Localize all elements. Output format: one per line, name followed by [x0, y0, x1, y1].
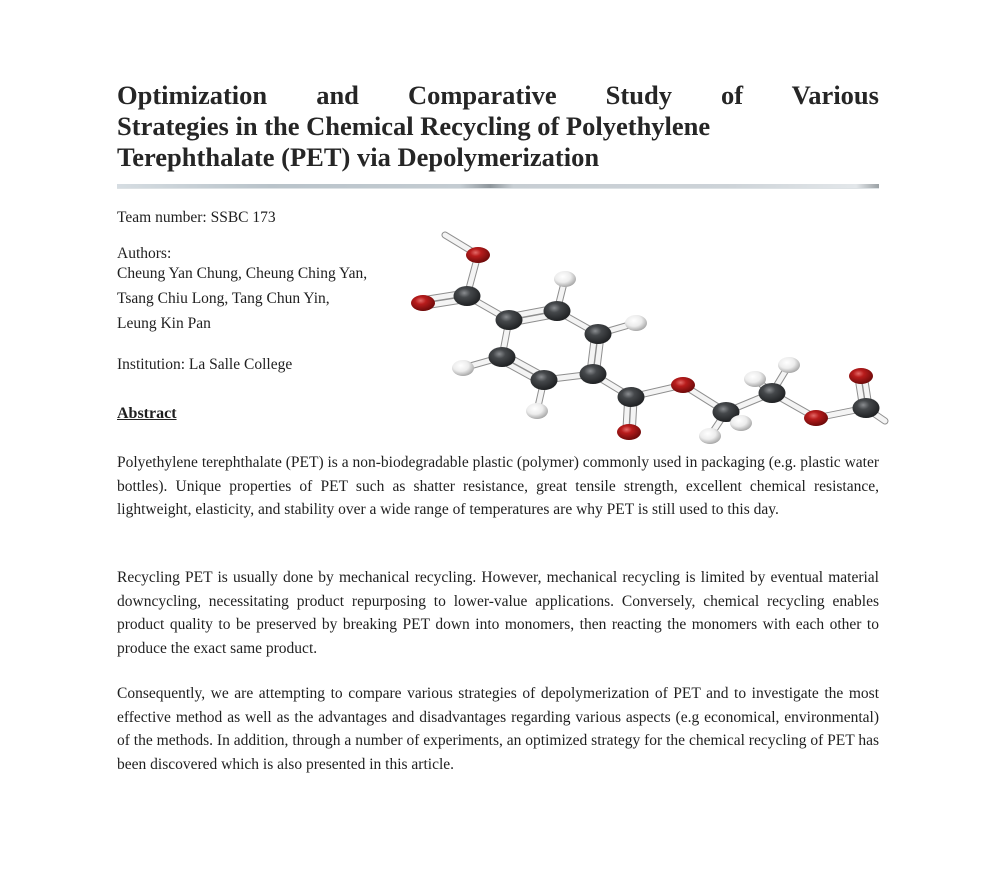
- oxygen-atom: [671, 377, 695, 393]
- carbon-atom: [618, 387, 645, 407]
- hydrogen-atom: [625, 315, 647, 331]
- abstract-paragraph-3: Consequently, we are attempting to compare various strategies of depolymerization of PET and to investigate the most effective method as well as the advantages and disadvantages regarding various aspects (e.g economical, environmental) of the methods. In addition, through a number of experiments, an optimized strategy for the chemical recycling of PET has been discovered which is also presented in this article.: [117, 685, 879, 773]
- oxygen-atom: [466, 247, 490, 263]
- molecule-atoms: [411, 247, 880, 444]
- title-line-1: Optimization and Comparative Study of Various: [117, 80, 879, 110]
- carbon-atom: [853, 398, 880, 418]
- carbon-atom: [531, 370, 558, 390]
- hydrogen-atom: [744, 371, 766, 387]
- title-line-2: Strategies in the Chemical Recycling of Polyethylene: [117, 111, 711, 141]
- carbon-atom: [544, 301, 571, 321]
- title-divider: [117, 184, 879, 189]
- author-line: Cheung Yan Chung, Cheung Ching Yan,: [117, 265, 368, 282]
- institution: Institution: La Salle College: [117, 356, 293, 373]
- hydrogen-atom: [526, 403, 548, 419]
- carbon-atom: [585, 324, 612, 344]
- team-number: Team number: SSBC 173: [117, 209, 276, 226]
- pet-molecule-illustration: [400, 225, 890, 450]
- hydrogen-atom: [554, 271, 576, 287]
- carbon-atom: [759, 383, 786, 403]
- hydrogen-atom: [452, 360, 474, 376]
- title-line-3: Terephthalate (PET) via Depolymerization: [117, 142, 600, 172]
- hydrogen-atom: [699, 428, 721, 444]
- authors-label: Authors:: [117, 245, 172, 262]
- abstract-heading: Abstract: [117, 405, 177, 422]
- abstract-paragraph-1: Polyethylene terephthalate (PET) is a non-biodegradable plastic (polymer) commonly used in packaging (e.g. plastic water bottles). Unique properties of PET such as shatter resistance, great tensile strength, excellent chemical resistance, lightweight, elasticity, and stability over a wide range of temperatures are why PET is still used to this day.: [117, 454, 879, 518]
- carbon-atom: [580, 364, 607, 384]
- hydrogen-atom: [730, 415, 752, 431]
- abstract-paragraph-2: Recycling PET is usually done by mechanical recycling. However, mechanical recycling is limited by eventual material downcycling, necessitating product repurposing to lower-value applications. Conversely, chemical recycling enables product quality to be preserved by breaking PET down into monomers, then reacting the monomers with each other to produce the exact same product.: [117, 569, 879, 657]
- molecule-bonds: [422, 235, 885, 436]
- hydrogen-atom: [778, 357, 800, 373]
- paper-title: [117, 80, 879, 173]
- authors-list: [117, 261, 417, 336]
- carbon-atom: [496, 310, 523, 330]
- carbon-atom: [489, 347, 516, 367]
- oxygen-atom: [849, 368, 873, 384]
- carbon-atom: [454, 286, 481, 306]
- author-line: Tsang Chiu Long, Tang Chun Yin,: [117, 290, 330, 307]
- oxygen-atom: [617, 424, 641, 440]
- oxygen-atom: [804, 410, 828, 426]
- author-line: Leung Kin Pan: [117, 315, 211, 332]
- oxygen-atom: [411, 295, 435, 311]
